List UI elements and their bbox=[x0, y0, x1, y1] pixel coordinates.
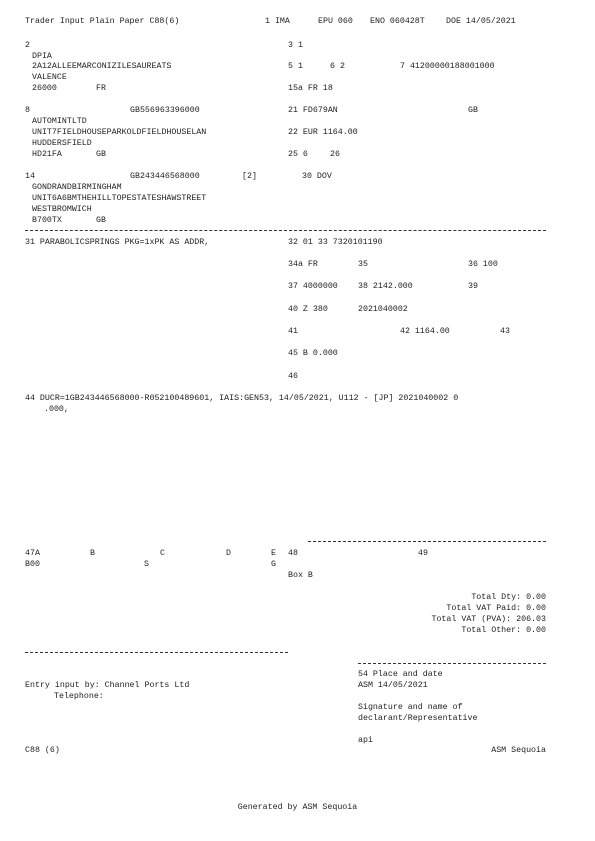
total-vat-paid: Total VAT Paid: 0.00 bbox=[446, 604, 546, 613]
entry-number: ENO 060428T bbox=[370, 17, 425, 26]
form-title: Trader Input Plain Paper C88(6) bbox=[25, 17, 180, 26]
box40-previous-document: 40 Z 380 bbox=[288, 305, 328, 314]
box41-supplementary-units: 41 bbox=[288, 327, 298, 336]
consignor-line-1: DPIA bbox=[32, 52, 52, 61]
consignee-eori: GB556963396000 bbox=[130, 106, 200, 115]
declarant-eori: GB243446568000 bbox=[130, 172, 200, 181]
box25-transport-mode: 25 6 bbox=[288, 150, 308, 159]
entry-input-by: Entry input by: Channel Ports Ltd bbox=[25, 681, 190, 690]
footer-left-divider bbox=[25, 652, 288, 653]
box37-procedure: 37 4000000 bbox=[288, 282, 338, 291]
box3-forms: 3 1 bbox=[288, 41, 303, 50]
box47-s: S bbox=[144, 560, 149, 569]
box-b-label: Box B bbox=[288, 571, 313, 580]
box14-label: 14 bbox=[25, 172, 35, 181]
total-other: Total Other: 0.00 bbox=[461, 626, 546, 635]
telephone-label: Telephone: bbox=[54, 692, 104, 701]
box34a-origin: 34a FR bbox=[288, 260, 318, 269]
box30-location: 30 DOV bbox=[302, 172, 332, 181]
box44-additional-info: 44 DUCR=1GB243446568000-R052100489601, IAIS:GEN53, 14/05/2021, U112 - [JP] 2021040002 0 bbox=[25, 394, 459, 403]
box47-col-d: D bbox=[226, 549, 231, 558]
box40-reference: 2021040002 bbox=[358, 305, 408, 314]
epu-number: EPU 060 bbox=[318, 17, 353, 26]
generated-by: Generated by ASM Sequoia bbox=[237, 803, 358, 812]
box31-goods-description: 31 PARABOLICSPRINGS PKG=1xPK AS ADDR, bbox=[25, 238, 210, 247]
box47-tax-type: B00 bbox=[25, 560, 40, 569]
date-of-entry: DOE 14/05/2021 bbox=[446, 17, 516, 26]
box26-inland-mode: 26 bbox=[330, 150, 340, 159]
declarant-country: GB bbox=[96, 216, 106, 225]
box22-currency-amount: 22 EUR 1164.00 bbox=[288, 128, 358, 137]
box47-col-b: B bbox=[90, 549, 95, 558]
declarant-line-3: WESTBROMWICH bbox=[32, 205, 92, 214]
box35-gross-mass: 35 bbox=[358, 260, 368, 269]
consignee-line-1: AUTOMINTLTD bbox=[32, 117, 87, 126]
consignor-line-2: 2A12ALLEEMARCONIZILESAUREATS bbox=[32, 62, 172, 71]
box1-declaration-type: 1 IMA bbox=[265, 17, 290, 26]
box2-label: 2 bbox=[25, 41, 30, 50]
system-name: ASM Sequoia bbox=[491, 746, 546, 755]
box54-label: 54 Place and date bbox=[358, 670, 443, 679]
consignor-country: FR bbox=[96, 84, 106, 93]
box47-col-e: E bbox=[271, 549, 276, 558]
box48-deferred-payment: 48 bbox=[288, 549, 298, 558]
box5-items: 5 1 bbox=[288, 62, 303, 71]
box8-label: 8 bbox=[25, 106, 30, 115]
signature-label-line-2: declarant/Representative bbox=[358, 714, 478, 723]
box47-col-c: C bbox=[160, 549, 165, 558]
box36-preference: 36 100 bbox=[468, 260, 498, 269]
consignee-country: GB bbox=[96, 150, 106, 159]
box43-valuation-method: 43 bbox=[500, 327, 510, 336]
box21-nationality: GB bbox=[468, 106, 478, 115]
consignee-postcode: HD21FA bbox=[32, 150, 62, 159]
box54-divider bbox=[358, 663, 546, 664]
declarant-line-2: UNIT6A6BMTHEHILLTOPESTATESHAWSTREET bbox=[32, 194, 207, 203]
total-vat-pva: Total VAT (PVA): 206.03 bbox=[431, 615, 546, 624]
total-duty: Total Dty: 0.00 bbox=[471, 593, 546, 602]
form-code: C88 (6) bbox=[25, 746, 60, 755]
box45-adjustment: 45 B 0.000 bbox=[288, 349, 338, 358]
signature-label-line-1: Signature and name of bbox=[358, 703, 463, 712]
box6-packages: 6 2 bbox=[330, 62, 345, 71]
place-and-date: ASM 14/05/2021 bbox=[358, 681, 428, 690]
box38-net-mass: 38 2142.000 bbox=[358, 282, 413, 291]
section-divider bbox=[25, 230, 546, 231]
consignee-line-2: UNIT7FIELDHOUSEPARKOLDFIELDHOUSELAN bbox=[32, 128, 207, 137]
box7-reference: 7 41200000188001000 bbox=[400, 62, 495, 71]
box15a-dispatch-country: 15a FR 18 bbox=[288, 84, 333, 93]
box32-33-commodity-code: 32 01 33 7320101190 bbox=[288, 238, 383, 247]
declarant-line-1: GONDRANDBIRMINGHAM bbox=[32, 183, 122, 192]
declarant-postcode: B700TX bbox=[32, 216, 62, 225]
box21-transport-identity: 21 FD679AN bbox=[288, 106, 338, 115]
signature-value: api bbox=[358, 736, 373, 745]
box46-statistical-value: 46 bbox=[288, 372, 298, 381]
box39-quota: 39 bbox=[468, 282, 478, 291]
consignor-line-3: VALENCE bbox=[32, 73, 67, 82]
box47-g: G bbox=[271, 560, 276, 569]
box48-divider bbox=[308, 541, 546, 542]
declarant-rep-status: [2] bbox=[242, 172, 257, 181]
box42-item-price: 42 1164.00 bbox=[400, 327, 450, 336]
box47a-label: 47A bbox=[25, 549, 40, 558]
box44-additional-info-cont: .000, bbox=[44, 405, 69, 414]
consignor-postcode: 26000 bbox=[32, 84, 57, 93]
box49-warehouse: 49 bbox=[418, 549, 428, 558]
consignee-line-3: HUDDERSFIELD bbox=[32, 139, 92, 148]
